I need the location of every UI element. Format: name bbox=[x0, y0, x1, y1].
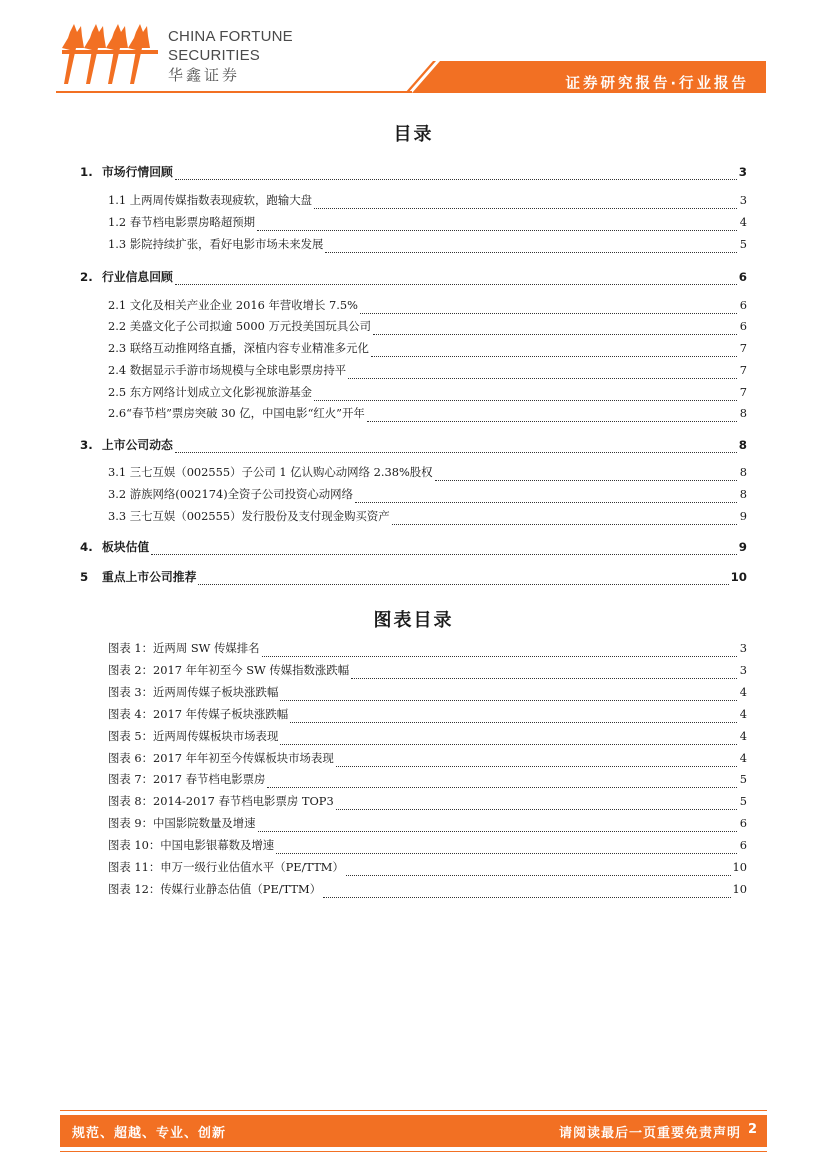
dot-leader bbox=[325, 243, 737, 253]
toc-entry-page: 10 bbox=[732, 881, 747, 896]
dot-leader bbox=[351, 669, 737, 679]
toc-entry-label: 2.5 东方网络计划成立文化影视旅游基金 bbox=[108, 385, 312, 399]
toc-entry-label: 图表 11：申万一级行业估值水平（PE/TTM） bbox=[108, 860, 344, 874]
toc-section-row[interactable] bbox=[80, 538, 747, 558]
dot-leader bbox=[435, 471, 737, 481]
toc-entry-page: 4 bbox=[739, 684, 747, 699]
dot-leader bbox=[257, 221, 737, 231]
toc-entry-page: 3 bbox=[739, 641, 747, 655]
dot-leader bbox=[336, 757, 737, 767]
toc-section-row[interactable] bbox=[80, 268, 747, 288]
toc-entry-label: 图表 7：2017 春节档电影票房 bbox=[108, 772, 266, 787]
figure-list-row[interactable] bbox=[108, 640, 747, 660]
toc-section-row[interactable] bbox=[80, 568, 747, 588]
dot-leader bbox=[314, 199, 737, 209]
toc-entry-label: 2.2 美盛文化子公司拟逾 5000 万元投美国玩具公司 bbox=[108, 319, 371, 333]
toc-entry-label: 3.3 三七互娱（002555）发行股份及支付现金购买资产 bbox=[108, 509, 390, 523]
toc-entry-label: 图表 3：近两周传媒子板块涨跌幅 bbox=[108, 684, 279, 699]
toc-entry-page: 6 bbox=[738, 270, 747, 284]
dot-leader bbox=[175, 275, 737, 285]
toc-entry-page: 10 bbox=[732, 860, 747, 874]
dot-leader bbox=[151, 545, 737, 555]
toc-entry-page: 4 bbox=[739, 215, 747, 229]
figure-list-row[interactable] bbox=[108, 815, 747, 835]
toc-entry-label: 图表 5：近两周传媒板块市场表现 bbox=[108, 728, 279, 743]
toc-title: 目录 bbox=[393, 124, 434, 145]
toc-entry-label: 图表 4：2017 年传媒子板块涨跌幅 bbox=[108, 706, 289, 721]
toc-entry-page: 9 bbox=[739, 509, 747, 523]
figure-list-row[interactable] bbox=[108, 662, 747, 682]
toc-subsection-row[interactable] bbox=[108, 362, 747, 382]
dot-leader bbox=[336, 800, 737, 810]
toc-entry-label: 图表 9：中国影院数量及增速 bbox=[108, 816, 256, 831]
toc-entry-page: 5 bbox=[739, 794, 747, 809]
figure-list-row[interactable] bbox=[108, 859, 747, 879]
toc-entry-page: 7 bbox=[739, 363, 747, 377]
toc-entry-label: 图表 6：2017 年年初至今传媒板块市场表现 bbox=[108, 750, 334, 765]
toc-entry-label: 3.1 三七互娱（002555）子公司 1 亿认购心动网络 2.38%股权 bbox=[108, 465, 433, 479]
toc-entry-label: 图表 12：传媒行业静态估值（PE/TTM） bbox=[108, 881, 322, 896]
dot-leader bbox=[267, 778, 737, 788]
dot-leader bbox=[348, 369, 737, 379]
brand-name-en-line2: SECURITIES bbox=[168, 47, 261, 64]
toc-entry-label: 板块估值 bbox=[102, 540, 150, 554]
toc-entry-label: 3.2 游族网络(002174)全资子公司投资心动网络 bbox=[108, 487, 353, 501]
toc-entry-page: 8 bbox=[739, 465, 747, 479]
dot-leader bbox=[373, 325, 737, 335]
toc-entry-label: 2.6“春节档”票房突破 30 亿，中国电影“红火”开年 bbox=[108, 406, 365, 420]
toc-entry-label: 图表 8：2014-2017 春节档电影票房 TOP3 bbox=[108, 794, 334, 809]
toc-subsection-row[interactable] bbox=[108, 405, 747, 425]
toc-subsection-row[interactable] bbox=[108, 384, 747, 404]
figure-list-row[interactable] bbox=[108, 881, 747, 901]
toc-entry-page: 8 bbox=[739, 487, 747, 501]
toc-entry-number: 5 bbox=[80, 570, 89, 584]
toc-entry-label: 1.1 上两周传媒指数表现疲软，跑输大盘 bbox=[108, 193, 312, 207]
toc-entry-page: 6 bbox=[739, 838, 747, 853]
toc-entry-page: 8 bbox=[738, 438, 747, 452]
toc-entry-page: 4 bbox=[739, 728, 747, 743]
toc-entry-label: 1.2 春节档电影票房略超预期 bbox=[108, 215, 256, 229]
dot-leader bbox=[360, 304, 737, 314]
toc-entry-label: 图表 1：近两周 SW 传媒排名 bbox=[108, 641, 260, 655]
toc-entry-label: 1.3 影院持续扩张，看好电影市场未来发展 bbox=[108, 237, 324, 251]
toc-entry-page: 10 bbox=[730, 570, 747, 584]
figure-list-row[interactable] bbox=[108, 728, 747, 748]
toc-entry-page: 8 bbox=[739, 406, 747, 420]
toc-entry-label: 2.1 文化及相关产业企业 2016 年营收增长 7.5% bbox=[108, 298, 358, 312]
toc-subsection-row[interactable] bbox=[108, 297, 747, 317]
toc-entry-label: 上市公司动态 bbox=[102, 438, 173, 452]
toc-entry-page: 3 bbox=[739, 193, 747, 207]
toc-entry-page: 4 bbox=[739, 750, 747, 765]
dot-leader bbox=[258, 822, 737, 832]
figure-list-row[interactable] bbox=[108, 684, 747, 704]
figure-list-row[interactable] bbox=[108, 793, 747, 813]
toc-entry-label: 行业信息回顾 bbox=[102, 270, 173, 284]
toc-entry-page: 6 bbox=[739, 319, 747, 333]
toc-subsection-row[interactable] bbox=[108, 192, 747, 212]
dot-leader bbox=[262, 647, 737, 657]
toc-subsection-row[interactable] bbox=[108, 340, 747, 360]
brand-name-cn: 华鑫证券 bbox=[168, 67, 241, 84]
toc-subsection-row[interactable] bbox=[108, 236, 747, 256]
page-number: 2 bbox=[747, 1122, 757, 1137]
toc-entry-number: 4. bbox=[80, 540, 93, 554]
toc-entry-label: 重点上市公司推荐 bbox=[102, 570, 197, 584]
dot-leader bbox=[314, 391, 737, 401]
footer-slogan: 规范、超越、专业、创新 bbox=[72, 1126, 227, 1141]
toc-entry-label: 图表 10：中国电影银幕数及增速 bbox=[108, 838, 275, 853]
toc-entry-number: 3. bbox=[80, 438, 93, 452]
toc-entry-page: 3 bbox=[738, 165, 747, 179]
disclaimer-notice[interactable]: 请阅读最后一页重要免责声明 bbox=[558, 1126, 741, 1141]
toc-subsection-row[interactable] bbox=[108, 214, 747, 234]
toc-entry-label: 2.3 联络互动推网络直播，深植内容专业精准多元化 bbox=[108, 341, 369, 355]
toc-section-row[interactable] bbox=[80, 436, 747, 456]
toc-entry-label: 2.4 数据显示手游市场规模与全球电影票房持平 bbox=[108, 363, 347, 377]
toc-entry-page: 7 bbox=[739, 341, 747, 355]
toc-entry-page: 4 bbox=[739, 706, 747, 721]
toc-entry-page: 6 bbox=[739, 816, 747, 831]
toc-section-row[interactable] bbox=[80, 163, 747, 183]
dot-leader bbox=[367, 412, 737, 422]
toc-subsection-row[interactable] bbox=[108, 318, 747, 338]
figure-list-row[interactable] bbox=[108, 750, 747, 770]
toc-entry-number: 2. bbox=[80, 270, 93, 284]
toc-entry-page: 5 bbox=[739, 772, 747, 787]
dot-leader bbox=[392, 515, 737, 525]
toc-entry-page: 7 bbox=[739, 385, 747, 399]
dot-leader bbox=[355, 493, 737, 503]
dot-leader bbox=[346, 866, 731, 876]
page-footer bbox=[60, 1110, 767, 1152]
dot-leader bbox=[323, 888, 730, 898]
toc-subsection-row[interactable] bbox=[108, 486, 747, 506]
figure-list-row[interactable] bbox=[108, 771, 747, 791]
dot-leader bbox=[198, 575, 728, 585]
toc-entry-page: 3 bbox=[739, 662, 747, 677]
toc-entry-number: 1. bbox=[80, 165, 93, 179]
toc-entry-page: 5 bbox=[739, 237, 747, 251]
dot-leader bbox=[280, 691, 737, 701]
dot-leader bbox=[175, 443, 737, 453]
dot-leader bbox=[371, 347, 737, 357]
toc-subsection-row[interactable] bbox=[108, 464, 747, 484]
toc-entry-label: 图表 2：2017 年年初至今 SW 传媒指数涨跌幅 bbox=[108, 662, 350, 677]
toc-entry-page: 6 bbox=[739, 298, 747, 312]
dot-leader bbox=[290, 713, 737, 723]
dot-leader bbox=[276, 844, 737, 854]
toc-entry-page: 9 bbox=[738, 540, 747, 554]
figure-list-row[interactable] bbox=[108, 706, 747, 726]
toc-subsection-row[interactable] bbox=[108, 508, 747, 528]
toc-entry-label: 市场行情回顾 bbox=[102, 165, 173, 179]
dot-leader bbox=[280, 735, 737, 745]
report-type-label: 证券研究报告·行业报告 bbox=[565, 76, 749, 92]
figure-list-title: 图表目录 bbox=[373, 610, 454, 631]
dot-leader bbox=[175, 170, 737, 180]
brand-name-en-line1: CHINA FORTUNE bbox=[168, 28, 293, 45]
figure-list-row[interactable] bbox=[108, 837, 747, 857]
